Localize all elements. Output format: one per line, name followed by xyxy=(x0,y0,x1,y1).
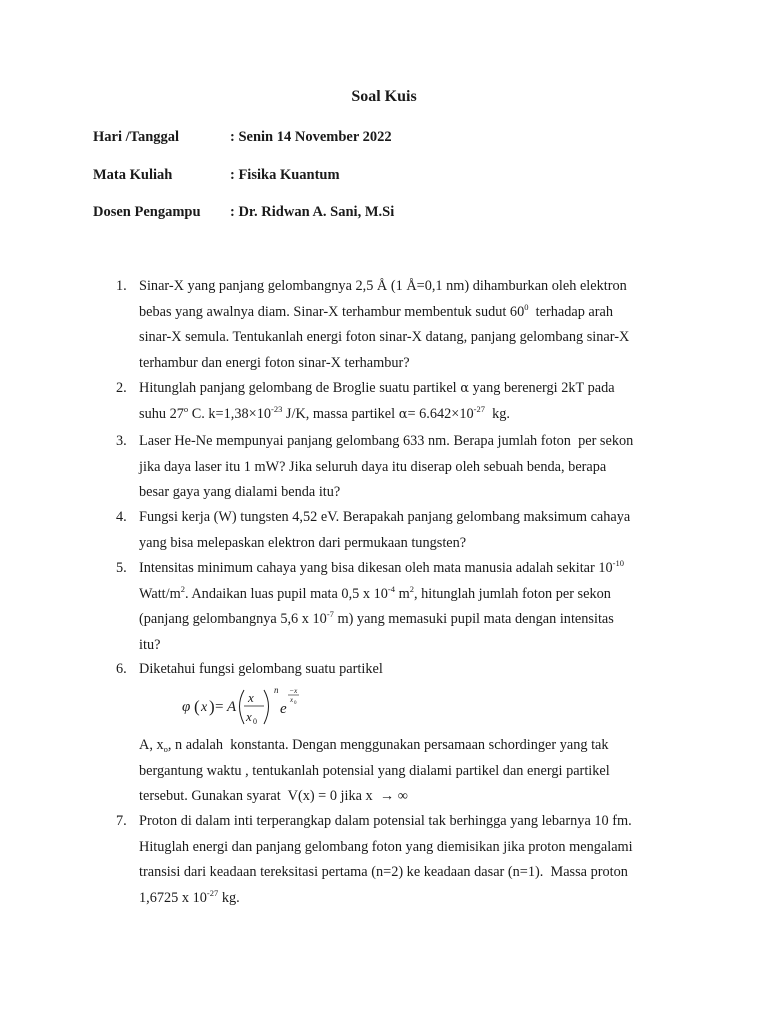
question-line xyxy=(139,556,679,582)
superscript: o xyxy=(183,403,189,414)
superscript: -27 xyxy=(206,887,219,898)
superscript: 2 xyxy=(180,583,185,594)
formula-equals: = xyxy=(215,699,224,715)
question-number: 4. xyxy=(116,509,127,525)
question-number: 2. xyxy=(116,380,127,396)
question-line: Laser He-Ne mempunyai panjang gelombang 633 nm. Berapa jumlah foton per sekon xyxy=(139,433,634,449)
question-line: tersebut. Gunakan syarat V(x) = 0 jika x → ∞ xyxy=(139,788,408,804)
text-run: (panjang gelombangnya 5,6 x 10 xyxy=(139,611,327,627)
question-line: Hituglah energi dan panjang gelombang foton yang diemisikan jika proton mengalami xyxy=(139,838,633,855)
formula-a: A xyxy=(227,699,237,715)
question-line xyxy=(139,886,679,912)
text-run: A, x xyxy=(139,737,164,753)
question-line: Fungsi kerja (W) tungsten 4,52 eV. Berapakah panjang gelombang maksimum cahaya xyxy=(139,509,631,525)
meta-value-date: : Senin 14 November 2022 xyxy=(230,129,392,145)
superscript: -7 xyxy=(326,609,334,619)
question-body xyxy=(139,657,679,683)
question-number: 6. xyxy=(116,661,127,677)
superscript: -27 xyxy=(473,403,485,414)
meta-label-course: Mata Kuliah xyxy=(93,167,173,183)
superscript: 0 xyxy=(524,301,529,312)
text-run: suhu 27 xyxy=(139,405,184,422)
text-run: 1,6725 x 10 xyxy=(139,889,207,906)
formula-right-bracket xyxy=(264,690,269,724)
formula-phi: φ xyxy=(182,699,191,715)
text-run: , n adalah konstanta. Dengan menggunakan persamaan schordinger yang tak xyxy=(167,737,609,753)
question-line: terhambur dan energi foton sinar-X terhambur? xyxy=(139,354,410,371)
question-line: jika daya laser itu 1 mW? Jika seluruh daya itu diserap oleh sebuah benda, berapa xyxy=(139,458,607,475)
text-run: C. k=1,38×10 xyxy=(188,405,271,422)
formula-x: x xyxy=(201,700,208,715)
question-line xyxy=(139,402,679,428)
question-line xyxy=(139,376,679,402)
formula-exponent-n: n xyxy=(274,685,279,695)
question-body xyxy=(139,809,679,911)
question-body xyxy=(139,429,679,506)
text-run: yang berenergi 2kT pada xyxy=(469,380,615,396)
formula-exp-numerator: −x xyxy=(289,686,298,695)
superscript: 2 xyxy=(409,583,414,594)
question-body xyxy=(139,376,679,427)
question-line xyxy=(139,582,679,608)
question-number: 5. xyxy=(116,560,127,576)
question-line: Sinar-X yang panjang gelombangnya 2,5 Å (1 Å=0,1 nm) dihamburkan oleh elektron xyxy=(139,278,627,294)
question-line: besar gaya yang dialami benda itu? xyxy=(139,484,341,500)
formula-paren: ( xyxy=(194,697,200,716)
question-body xyxy=(139,556,679,658)
meta-value-lecturer: : Dr. Ridwan A. Sani, M.Si xyxy=(230,204,395,220)
alpha-symbol: α xyxy=(460,381,469,396)
text-run: bebas yang awalnya diam. Sinar-X terhambur membentuk sudut 60 xyxy=(139,303,525,320)
page-title: Soal Kuis xyxy=(351,88,417,105)
question-line xyxy=(139,733,679,759)
text-run: Intensitas minimum cahaya yang bisa dikesan oleh mata manusia adalah sekitar 10 xyxy=(139,560,613,576)
text-run: , hitunglah jumlah foton per sekon xyxy=(413,585,611,602)
superscript: -23 xyxy=(271,403,283,414)
text-run: kg. xyxy=(484,405,511,422)
question-line: Diketahui fungsi gelombang suatu partikel xyxy=(139,661,383,677)
formula-denominator-sub: 0 xyxy=(253,717,257,726)
formula-e: e xyxy=(280,701,287,717)
question-number: 3. xyxy=(116,433,127,449)
text-run: Hitunglah panjang gelombang de Broglie suatu partikel xyxy=(139,380,461,396)
text-run: m) yang memasuki pupil mata dengan intensitas xyxy=(333,611,614,627)
text-run: m xyxy=(395,585,410,602)
alpha-symbol: α xyxy=(398,406,408,422)
question-number: 1. xyxy=(116,278,127,294)
formula-left-bracket xyxy=(240,690,245,724)
question-line: sinar-X semula. Tentukanlah energi foton sinar-X datang, panjang gelombang sinar-X xyxy=(139,329,630,345)
formula-denominator: x xyxy=(246,709,252,724)
superscript: -10 xyxy=(612,558,624,568)
formula-exp-denominator: x xyxy=(290,696,294,704)
meta-label-date: Hari /Tanggal xyxy=(93,129,180,145)
question-line: itu? xyxy=(139,636,161,653)
question-body xyxy=(139,274,679,376)
question-line xyxy=(139,607,679,633)
meta-value-course: : Fisika Kuantum xyxy=(230,167,340,183)
question-body xyxy=(139,505,679,556)
question-body xyxy=(139,733,679,810)
question-number: 7. xyxy=(116,813,127,829)
wave-function-formula xyxy=(180,682,380,728)
text-run: = 6.642×10 xyxy=(407,405,474,422)
formula-exp-denominator-sub: 0 xyxy=(294,701,297,706)
text-run: terhadap arah xyxy=(528,303,614,320)
question-line: Proton di dalam inti terperangkap dalam potensial tak berhingga yang lebarnya 10 fm. xyxy=(139,813,632,829)
superscript: -4 xyxy=(387,583,395,594)
text-run: . Andaikan luas pupil mata 0,5 x 10 xyxy=(184,585,388,602)
text-run: Watt/m xyxy=(139,585,181,602)
formula-paren: ) xyxy=(209,697,215,716)
question-line xyxy=(139,300,679,326)
meta-label-lecturer: Dosen Pengampu xyxy=(93,204,201,220)
question-line: transisi dari keadaan tereksitasi pertama (n=2) ke keadaan dasar (n=1). Massa proton xyxy=(139,864,628,880)
text-run: J/K, massa partikel xyxy=(282,405,399,422)
question-line: yang bisa melepaskan elektron dari permukaan tungsten? xyxy=(139,534,467,551)
question-line: bergantung waktu , tentukanlah potensial yang dialami partikel dan energi partikel xyxy=(139,762,610,779)
text-run: kg. xyxy=(218,889,240,906)
formula-numerator: x xyxy=(248,690,254,705)
subscript: o xyxy=(163,744,168,754)
